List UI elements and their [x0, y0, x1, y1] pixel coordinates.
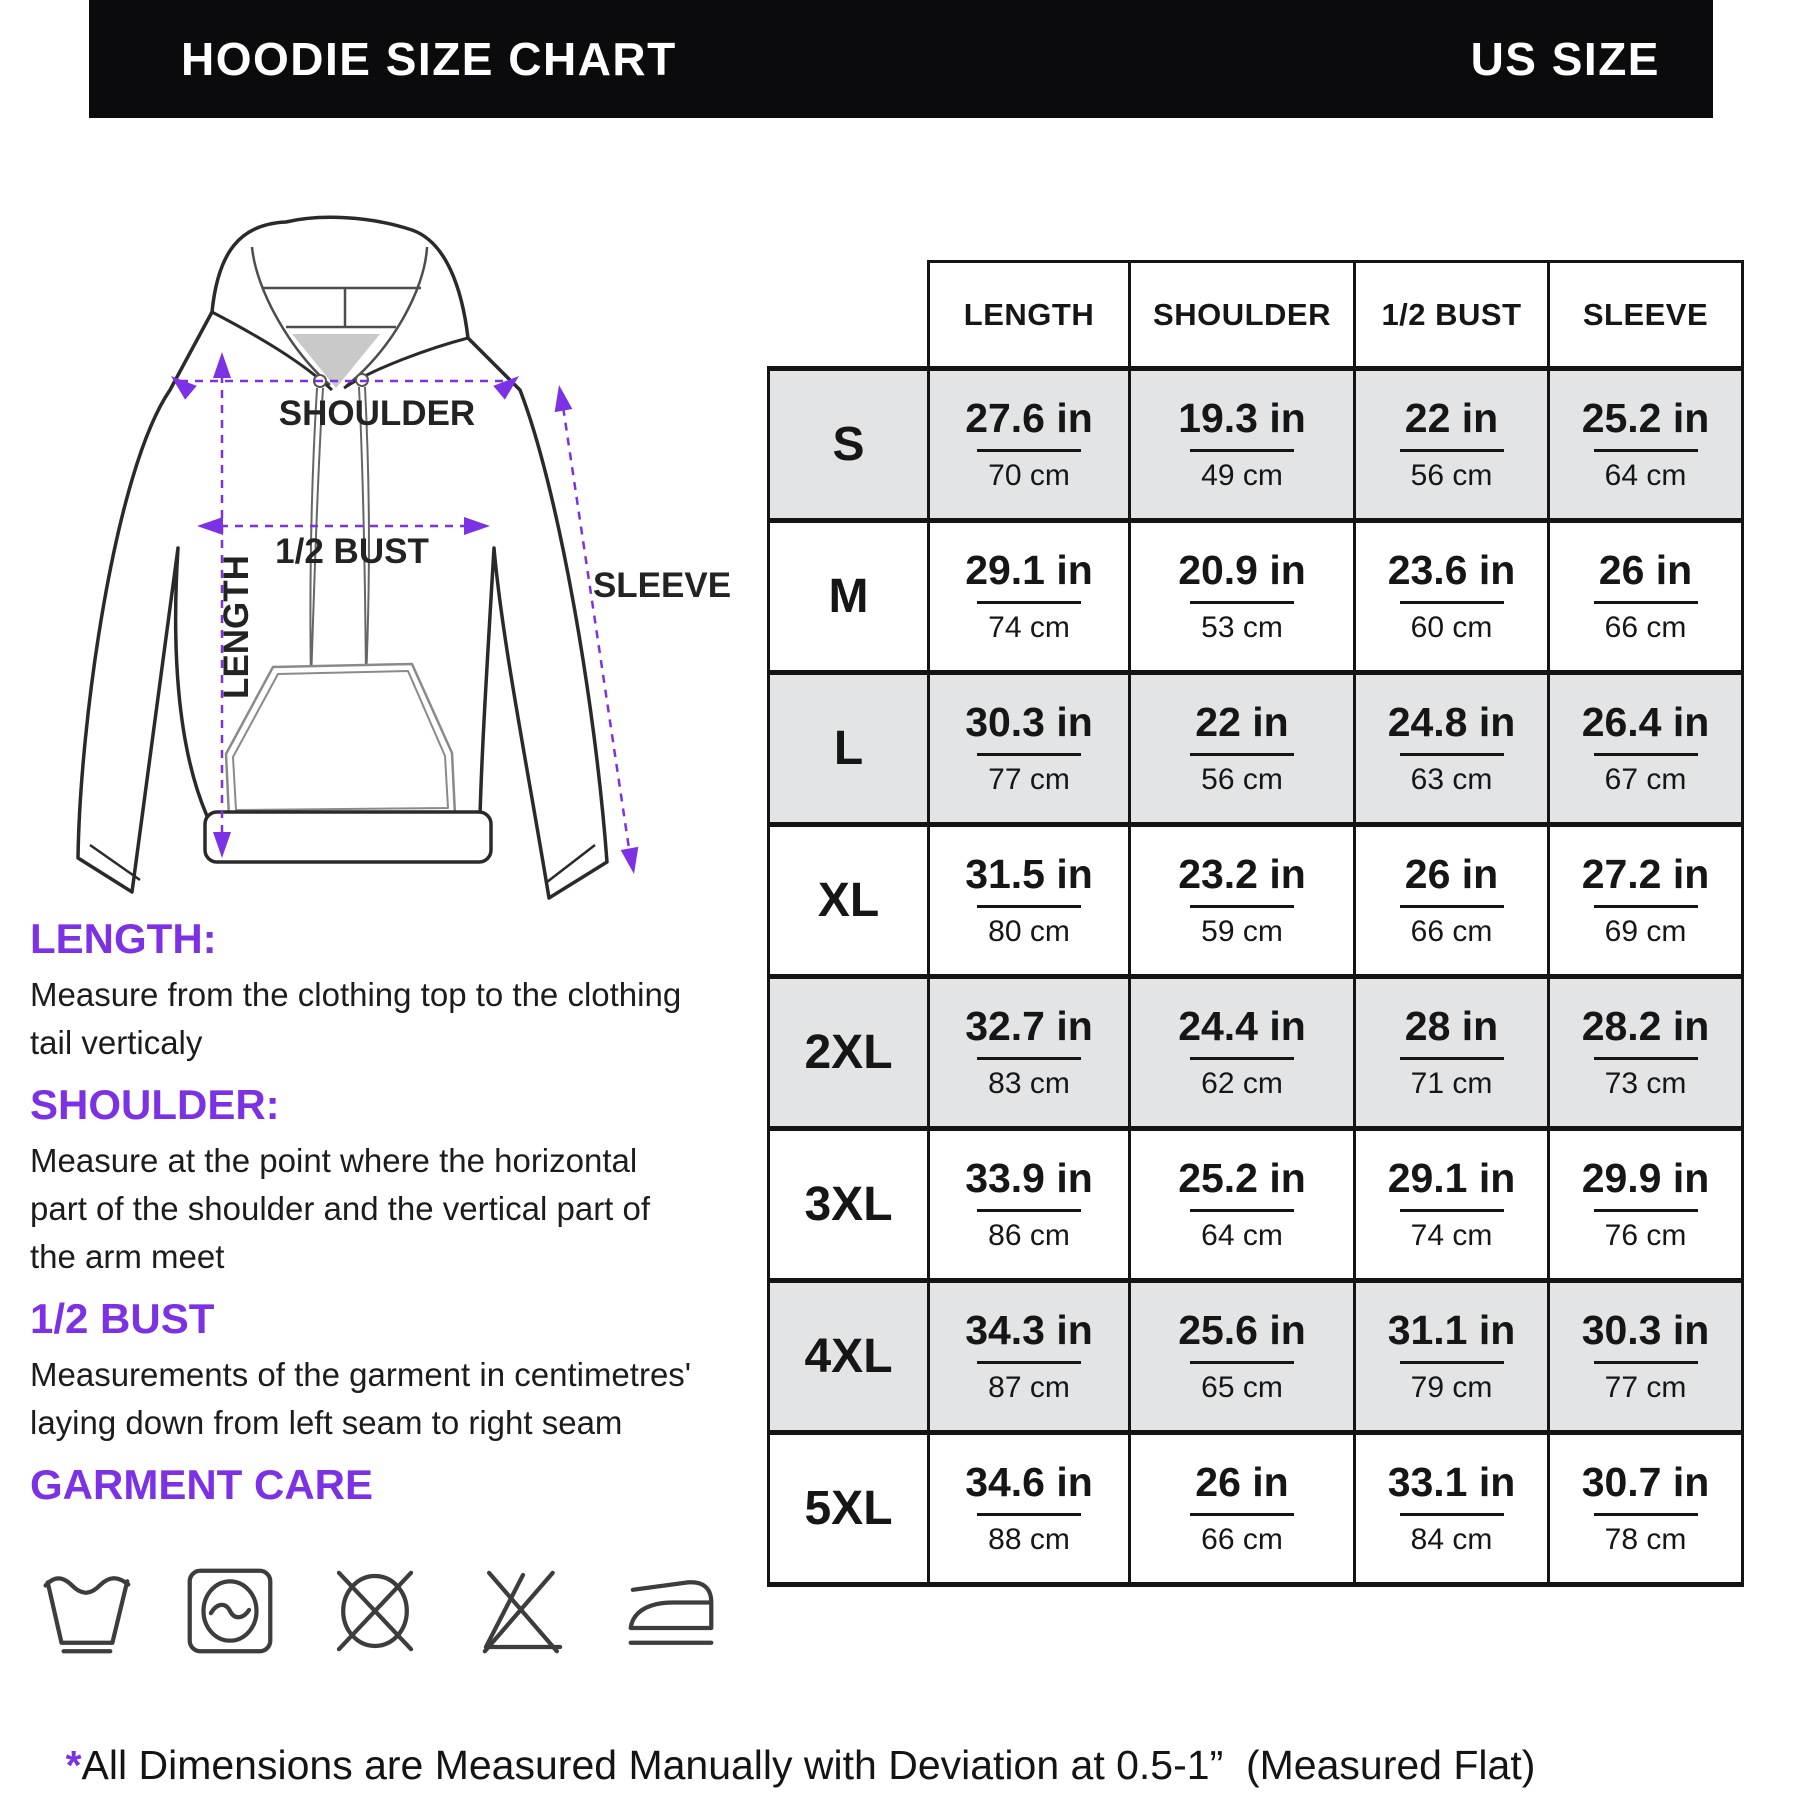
measurement-cell: 29.1 in 74 cm [965, 547, 1093, 644]
measurement-cell: 30.3 in 77 cm [1581, 1307, 1710, 1404]
shoulder-heading: SHOULDER: [30, 1081, 280, 1128]
diagram-sleeve-label: SLEEVE [592, 566, 732, 605]
column-header-sleeve: SLEEVE [1549, 262, 1743, 369]
measurement-cell: 28 in 71 cm [1356, 1006, 1547, 1099]
bust-heading: 1/2 BUST [30, 1295, 215, 1342]
size-table [767, 260, 1744, 1587]
measurement-cell: 25.2 in 64 cm [1581, 395, 1710, 492]
measurement-cell: 31.1 in 79 cm [1387, 1307, 1516, 1404]
table-row [769, 1129, 1743, 1281]
table-row [769, 1433, 1743, 1585]
measurement-cell: 28.2 in 73 cm [1581, 1003, 1710, 1100]
measurement-cell: 24.8 in 63 cm [1387, 699, 1516, 796]
size-label: S [769, 369, 929, 521]
size-label: 2XL [769, 977, 929, 1129]
do-not-bleach-icon [467, 1558, 579, 1669]
size-label: L [769, 673, 929, 825]
measurement-cell: 23.2 in 59 cm [1178, 851, 1306, 948]
footnote-asterisk: * [65, 1742, 82, 1788]
garment-care-icons [35, 1558, 695, 1669]
table-row [769, 369, 1743, 521]
measurement-cell: 26 in 66 cm [1356, 854, 1547, 947]
hoodie-illustration [50, 190, 750, 970]
region-label: US SIZE [1470, 33, 1660, 85]
tumble-dry-icon [177, 1558, 283, 1669]
measurement-descriptions [30, 915, 710, 1517]
measurement-cell: 27.6 in 70 cm [965, 395, 1093, 492]
size-label: 3XL [769, 1129, 929, 1281]
size-label: 4XL [769, 1281, 929, 1433]
hoodie-measurement-diagram [50, 190, 750, 970]
measurement-cell: 24.4 in 62 cm [1178, 1003, 1306, 1100]
measurement-cell: 34.6 in 88 cm [965, 1459, 1093, 1556]
garment-care-heading: GARMENT CARE [30, 1461, 373, 1508]
measurement-cell: 27.2 in 69 cm [1581, 851, 1710, 948]
measurement-cell: 32.7 in 83 cm [965, 1003, 1093, 1100]
hem-band [205, 812, 491, 862]
measurement-cell: 22 in 56 cm [1356, 398, 1547, 491]
diagram-shoulder-label: SHOULDER [278, 394, 476, 433]
measurement-cell: 22 in 56 cm [1131, 702, 1353, 795]
measurement-cell: 30.7 in 78 cm [1581, 1459, 1710, 1556]
measurement-cell: 26 in 66 cm [1131, 1462, 1353, 1555]
page-title: HOODIE SIZE CHART [181, 33, 677, 85]
machine-wash-icon [35, 1558, 141, 1669]
table-row [769, 673, 1743, 825]
do-not-dry-clean-icon [319, 1558, 431, 1669]
measurement-cell: 23.6 in 60 cm [1387, 547, 1516, 644]
measurement-cell: 33.1 in 84 cm [1387, 1459, 1516, 1556]
length-description: Measure from the clothing top to the clothing tail verticaly [30, 976, 682, 1061]
measurement-cell: 26.4 in 67 cm [1581, 699, 1710, 796]
table-header-row [769, 262, 1743, 369]
measurement-cell: 19.3 in 49 cm [1178, 395, 1306, 492]
size-label: XL [769, 825, 929, 977]
measurement-cell: 29.1 in 74 cm [1387, 1155, 1516, 1252]
measurement-cell: 29.9 in 76 cm [1581, 1155, 1710, 1252]
shoulder-description: Measure at the point where the horizontal part of the shoulder and the vertical part of the arm meet [30, 1142, 651, 1275]
measurement-cell: 20.9 in 53 cm [1178, 547, 1306, 644]
measurement-cell: 31.5 in 80 cm [965, 851, 1093, 948]
size-label: 5XL [769, 1433, 929, 1585]
table-row [769, 977, 1743, 1129]
column-header-bust: 1/2 BUST [1355, 262, 1549, 369]
bust-description: Measurements of the garment in centimetres' laying down from left seam to right seam [30, 1356, 692, 1441]
size-label: M [769, 521, 929, 673]
measurement-cell: 25.6 in 65 cm [1178, 1307, 1306, 1404]
table-row [769, 825, 1743, 977]
diagram-length-label: LENGTH [217, 555, 256, 699]
table-row [769, 1281, 1743, 1433]
table-row [769, 521, 1743, 673]
diagram-bust-label: 1/2 BUST [275, 532, 429, 571]
measurement-cell: 26 in 66 cm [1550, 550, 1741, 643]
iron-icon [615, 1558, 727, 1669]
measurement-cell: 33.9 in 86 cm [965, 1155, 1093, 1252]
measurement-cell: 30.3 in 77 cm [965, 699, 1093, 796]
header-bar [89, 0, 1713, 118]
column-header-shoulder: SHOULDER [1130, 262, 1355, 369]
measurement-cell: 25.2 in 64 cm [1178, 1155, 1306, 1252]
table-corner-cell [769, 262, 929, 369]
footnote [20, 1695, 1535, 1800]
footnote-text: All Dimensions are Measured Manually with Deviation at 0.5-1” (Measured Flat) [81, 1742, 1536, 1788]
column-header-length: LENGTH [929, 262, 1130, 369]
measurement-cell: 34.3 in 87 cm [965, 1307, 1093, 1404]
length-heading: LENGTH: [30, 915, 217, 962]
